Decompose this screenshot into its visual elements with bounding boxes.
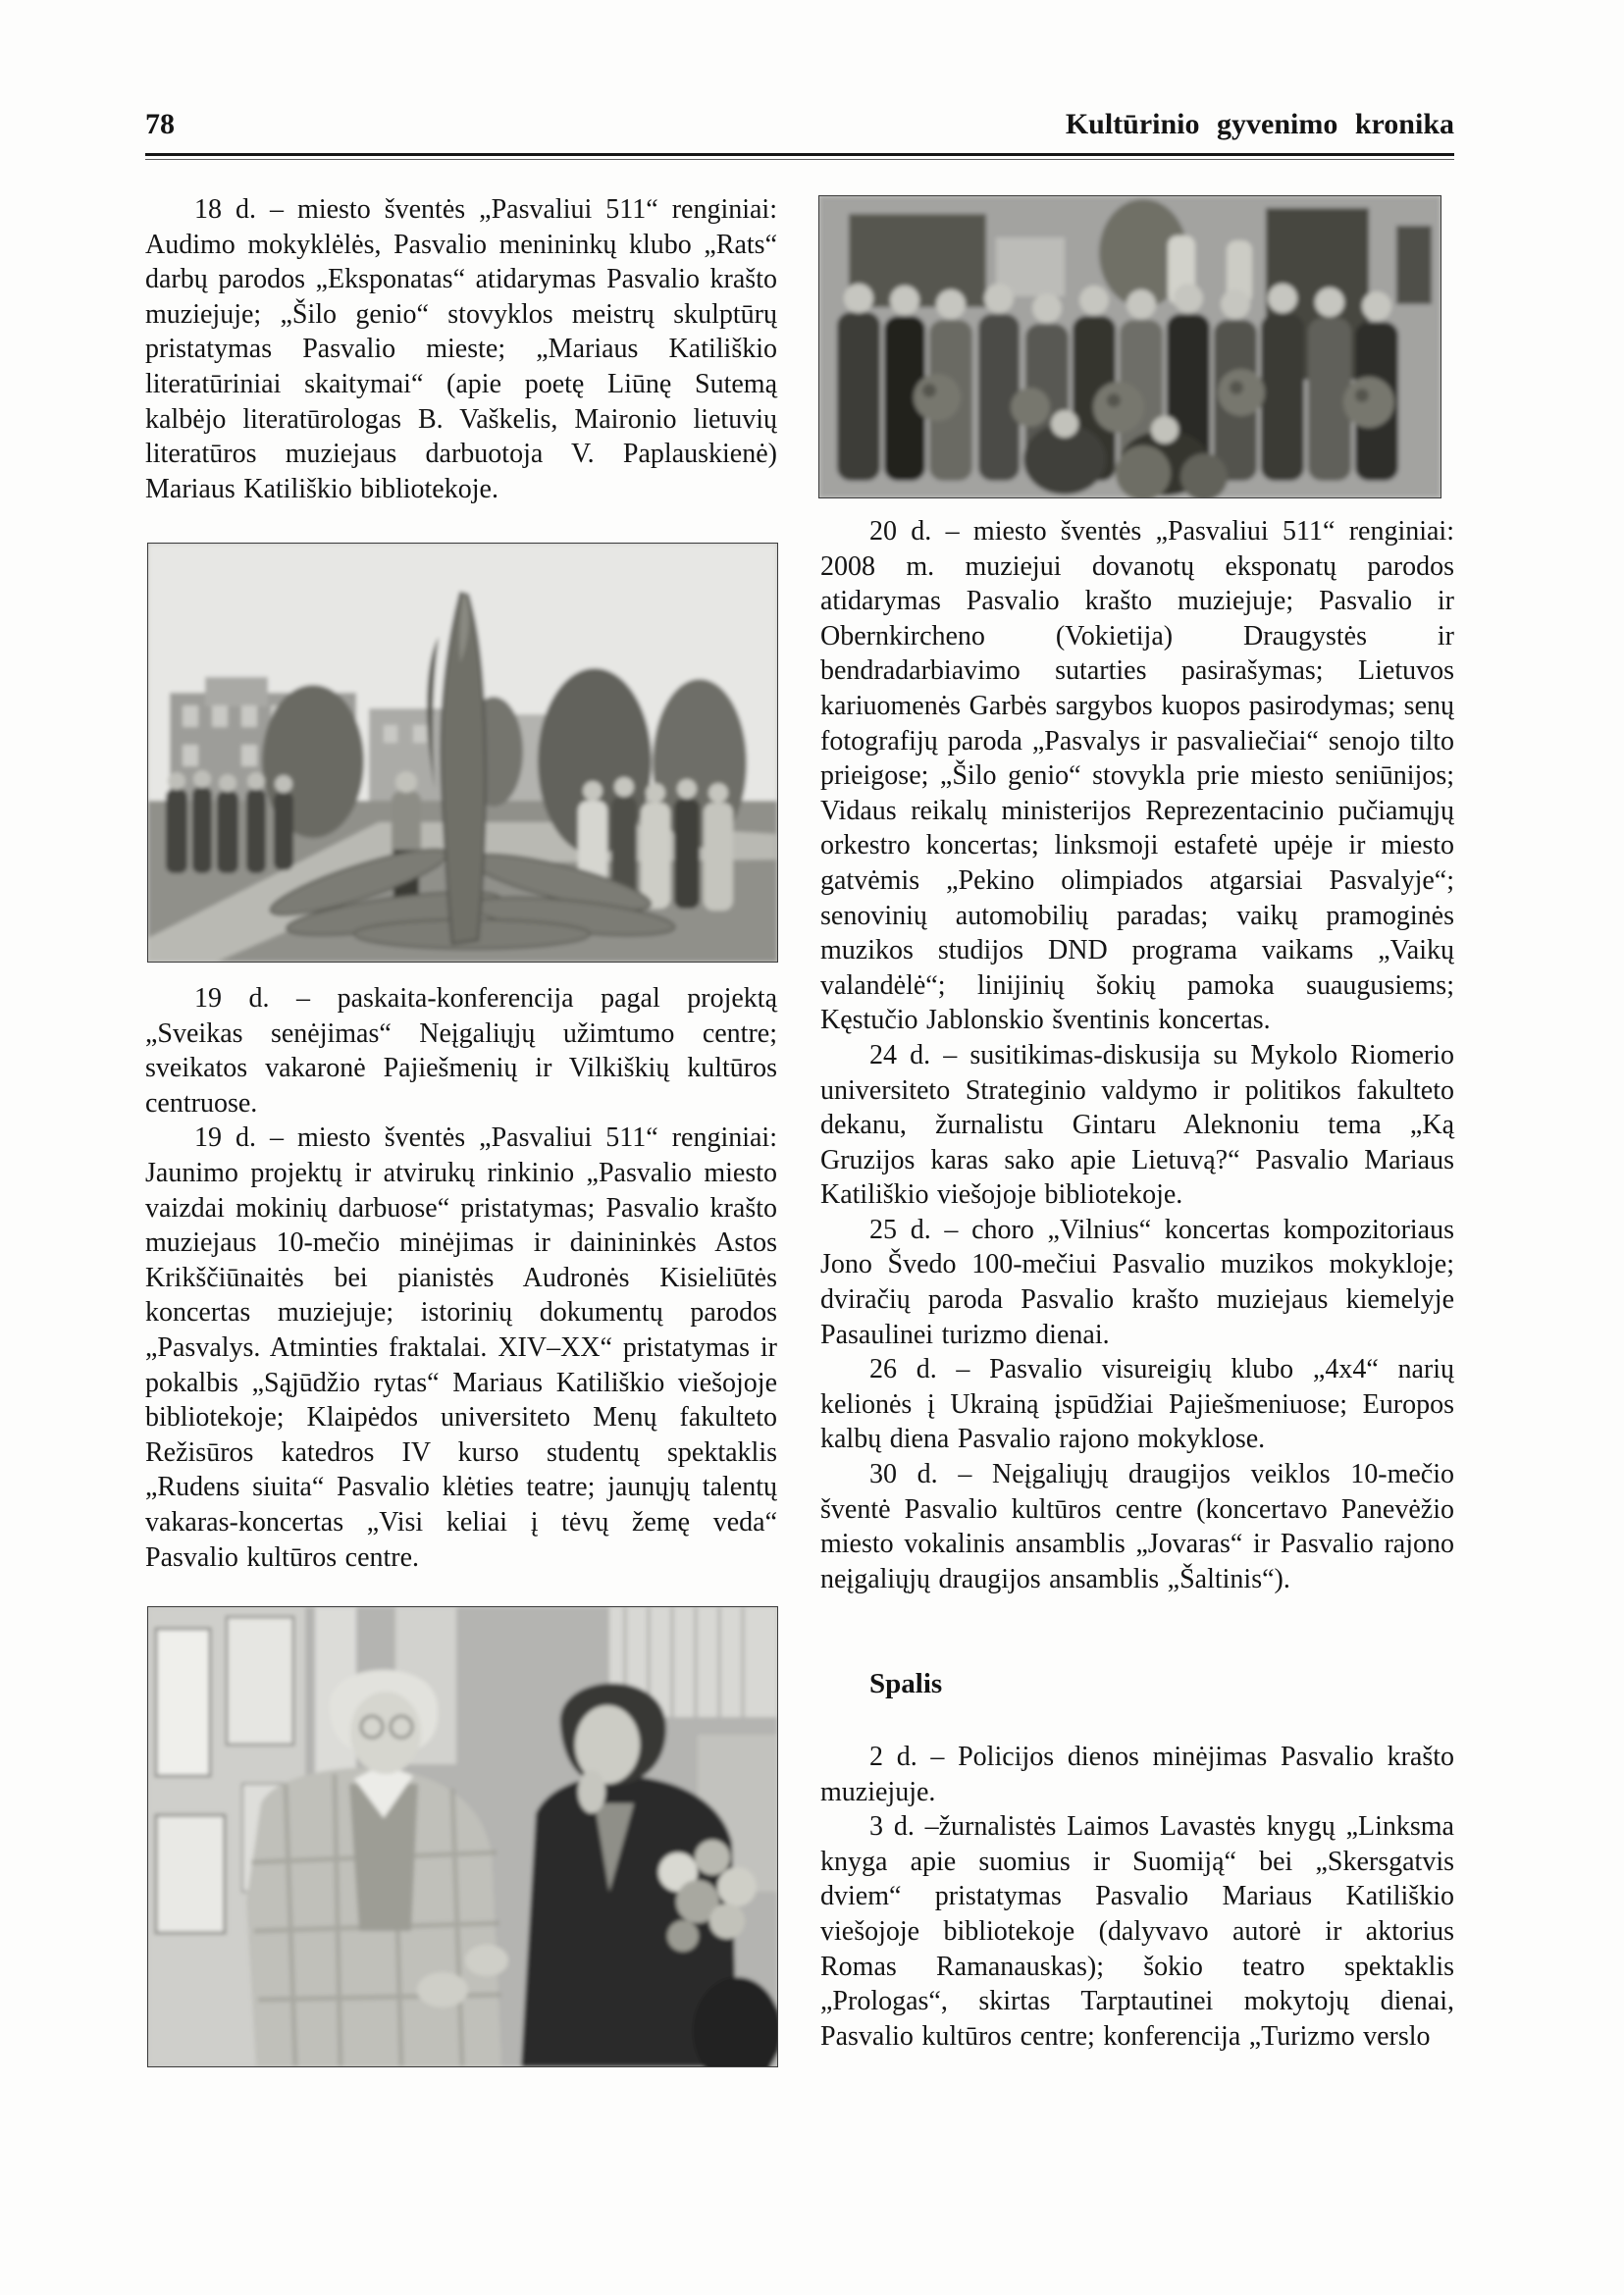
- two-women-photo-graphic: [148, 1607, 777, 2066]
- paragraph-24d: 24 d. – susitikimas-diskusija su Mykolo Riomerio universiteto Strateginio valdymo ir politikos fakulteto dekanu, žurnalistu Gintaru Aleknoniu tema „Ką Gruzijos karas sako apie Lietuvą?“ Pasvalio Mariaus Katiliškio viešojoje bibliotekoje.: [820, 1039, 1454, 1211]
- paragraph-19d-festival: 19 d. – miesto šventės „Pasvaliui 511“ renginiai: Jaunimo projektų ir atvirukų rinkinio „Pasvalio miesto vaizdai mokinių darbuose“ pristatymas; Pasvalio krašto muziejaus 10-mečio minėjimas ir dainininkės Astos Krikščiūnaitės bei pianistės Audronės Kisieliūtės koncertas muziejuje; istorinių dokumentų parodos „Pasvalys. Atminties fraktalai. XIV–XX“ pristatymas ir pokalbis „Sąjūdžio rytas“ Mariaus Katiliškio viešojoje bibliotekoje; Klaipėdos universiteto Menų fakulteto Režisūros katedros IV kurso studentų spektaklis „Rudens siuita“ Pasvalio klėties teatre; jaunųjų talentų vakaras-koncertas „Visi keliai į tėvų žemę veda“ Pasvalio kultūros centre.: [145, 1122, 777, 1573]
- running-header-title: Kultūrinio gyvenimo kronika: [1065, 108, 1454, 140]
- paragraph-3d: 3 d. –žurnalistės Laimos Lavastės knygų „Linksma knyga apie suomius ir Suomiją“ bei „Skersgatvis dviem“ pristatymas Pasvalio Mariaus Katiliškio viešojoje bibliotekoje (dalyvavo autorė ir aktorius Romas Ramanauskas); šokio teatro spektaklis „Prologas“, skirtas Tarptautinei mokytojų dienai, Pasvalio kultūros centre; konferencija „Turizmo verslo: [820, 1811, 1454, 2052]
- left-column-top: [145, 192, 777, 506]
- paragraph-2d: 2 d. – Policijos dienos minėjimas Pasvalio krašto muziejuje.: [820, 1742, 1454, 1807]
- photo-two-women: [147, 1606, 778, 2067]
- photo-sculpture: [147, 543, 778, 963]
- header-rule: [145, 153, 1454, 160]
- right-column: [820, 514, 1454, 2054]
- paragraph-25d: 25 d. – choro „Vilnius“ koncertas kompozitoriaus Jono Švedo 100-mečiui Pasvalio muzikos mokykloje; dviračių paroda Pasvalio krašto muziejaus kiemelyje Pasaulinei turizmo dienai.: [820, 1214, 1454, 1350]
- sculpture-photo-graphic: [148, 544, 777, 962]
- section-heading-spalis: Spalis: [869, 1668, 943, 1700]
- group-photo-graphic: [819, 196, 1441, 497]
- page-number: 78: [145, 108, 175, 140]
- photo-group: [818, 195, 1441, 498]
- paragraph-26d: 26 d. – Pasvalio visureigių klubo „4x4“ narių kelionės į Ukrainą įspūdžiai Pajiešmeniuose; Europos kalbų diena Pasvalio rajono mokyklose.: [820, 1354, 1454, 1455]
- crowd-left: [166, 787, 293, 873]
- paragraph-19d-lecture: 19 d. – paskaita-konferencija pagal projektą „Sveikas senėjimas“ Neįgaliųjų užimtumo centre; sveikatos vakaronė Pajiešmenių ir Vilkiškių kultūros centruose.: [145, 983, 777, 1119]
- paragraph-20d: 20 d. – miesto šventės „Pasvaliui 511“ renginiai: 2008 m. muziejui dovanotų eksponatų parodos atidarymas Pasvalio krašto muziejuje; Pasvalio ir Obernkircheno (Vokietija) Draugystės ir bendradarbiavimo sutarties pasirašymas; Lietuvos kariuomenės Garbės sargybos kuopos pasirodymas; senų fotografijų paroda „Pasvalys ir pasvaliečiai“ senojo tilto prieigose; „Šilo genio“ stovykla prie miesto seniūnijos; Vidaus reikalų ministerijos Reprezentacinio pučiamųjų orkestro koncertas; linksmoji estafetė upėje ir miesto gatvėmis „Pekino olimpiados atgarsiai Pasvalyje“; senovinių automobilių paradas; vaikų pramoginės muzikos studijos DND programa vaikams „Vaikų valandėlė“; linijinių šokių pamoka suaugusiems; Kęstučio Jablonskio šventinis koncertas.: [820, 516, 1454, 1036]
- paragraph-30d: 30 d. – Neįgaliųjų draugijos veiklos 10-mečio šventė Pasvalio kultūros centre (koncertavo Panevėžio miesto vokalinis ansamblis „Jovaras“ ir Pasvalio rajono neįgaliųjų draugijos ansamblis „Šaltinis“).: [820, 1459, 1454, 1594]
- paragraph-18d: 18 d. – miesto šventės „Pasvaliui 511“ renginiai: Audimo mokyklėlės, Pasvalio menininkų klubo „Rats“ darbų parodos „Eksponatas“ atidarymas Pasvalio krašto muziejuje; „Šilo genio“ stovyklos meistrų skulptūrų pristatymas Pasvalio mieste; „Mariaus Katiliškio literatūriniai skaitymai“ (apie poetę Liūnę Sutemą kalbėjo literatūrologas B. Vaškelis, Maironio lietuvių literatūros muziejaus darbuotoja V. Paplauskienė) Mariaus Katiliškio bibliotekoje.: [145, 194, 777, 504]
- left-column-middle: [145, 981, 777, 1575]
